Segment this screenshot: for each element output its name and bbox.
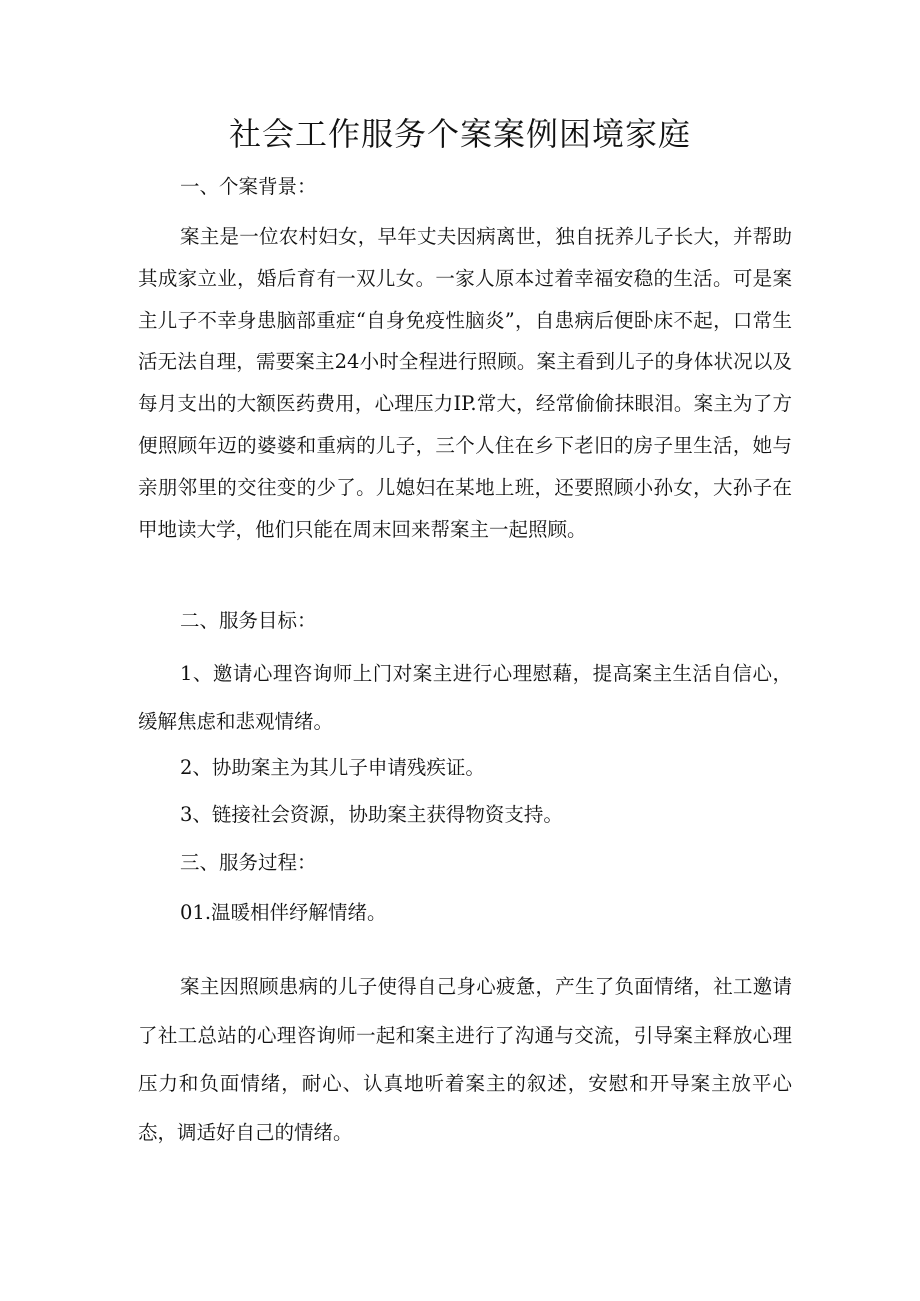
subheading-process-01: 01.温暖相伴纾解情绪。 [180,901,387,924]
section-heading-background: 一、个案背景： [180,175,317,198]
paragraph-background: 案主是一位农村妇女，早年丈夫因病离世，独自抚养儿子长大，并帮助其成家立业，婚后育有一双儿女。一家人原本过着幸福安稳的生活。可是案主儿子不幸身患脑部重症“自身免疫性脑炎”，自患病后便卧床不起，口常生活无法自理，需要案主24小时全程进行照顾。案主看到儿子的身体状况以及每月支出的大额医药费用，心理压力IP.常大，经常偷偷抹眼泪。案主为了方便照顾年迈的婆婆和重病的儿子，三个人住在乡下老旧的房子里生活，她与亲朋邻里的交往变的少了。儿媳妇在某地上班，还要照顾小孙女，大孙子在甲地读大学，他们只能在周末回来帮案主一起照顾。 [138,225,792,541]
goal-item-2: 2、协助案主为其儿子申请残疾证。 [180,756,485,779]
goal-item-3: 3、链接社会资源，协助案主获得物资支持。 [180,803,563,826]
document-title: 社会工作服务个案案例困境家庭 [228,115,691,153]
section-heading-process: 三、服务过程： [180,851,317,874]
paragraph-process-01: 案主因照顾患病的儿子使得自己身心疲惫，产生了负面情绪，社工邀请了社工总站的心理咨询师一起和案主进行了沟通与交流，引导案主释放心理压力和负面情绪，耐心、认真地听着案主的叙述，安慰和开导案主放平心态，调适好自己的情绪。 [138,975,792,1144]
goal-item-1: 1、邀请心理咨询师上门对案主进行心理慰藉，提高案主生活自信心，缓解焦虑和悲观情绪。 [138,662,792,733]
section-heading-goals: 二、服务目标： [180,609,317,632]
